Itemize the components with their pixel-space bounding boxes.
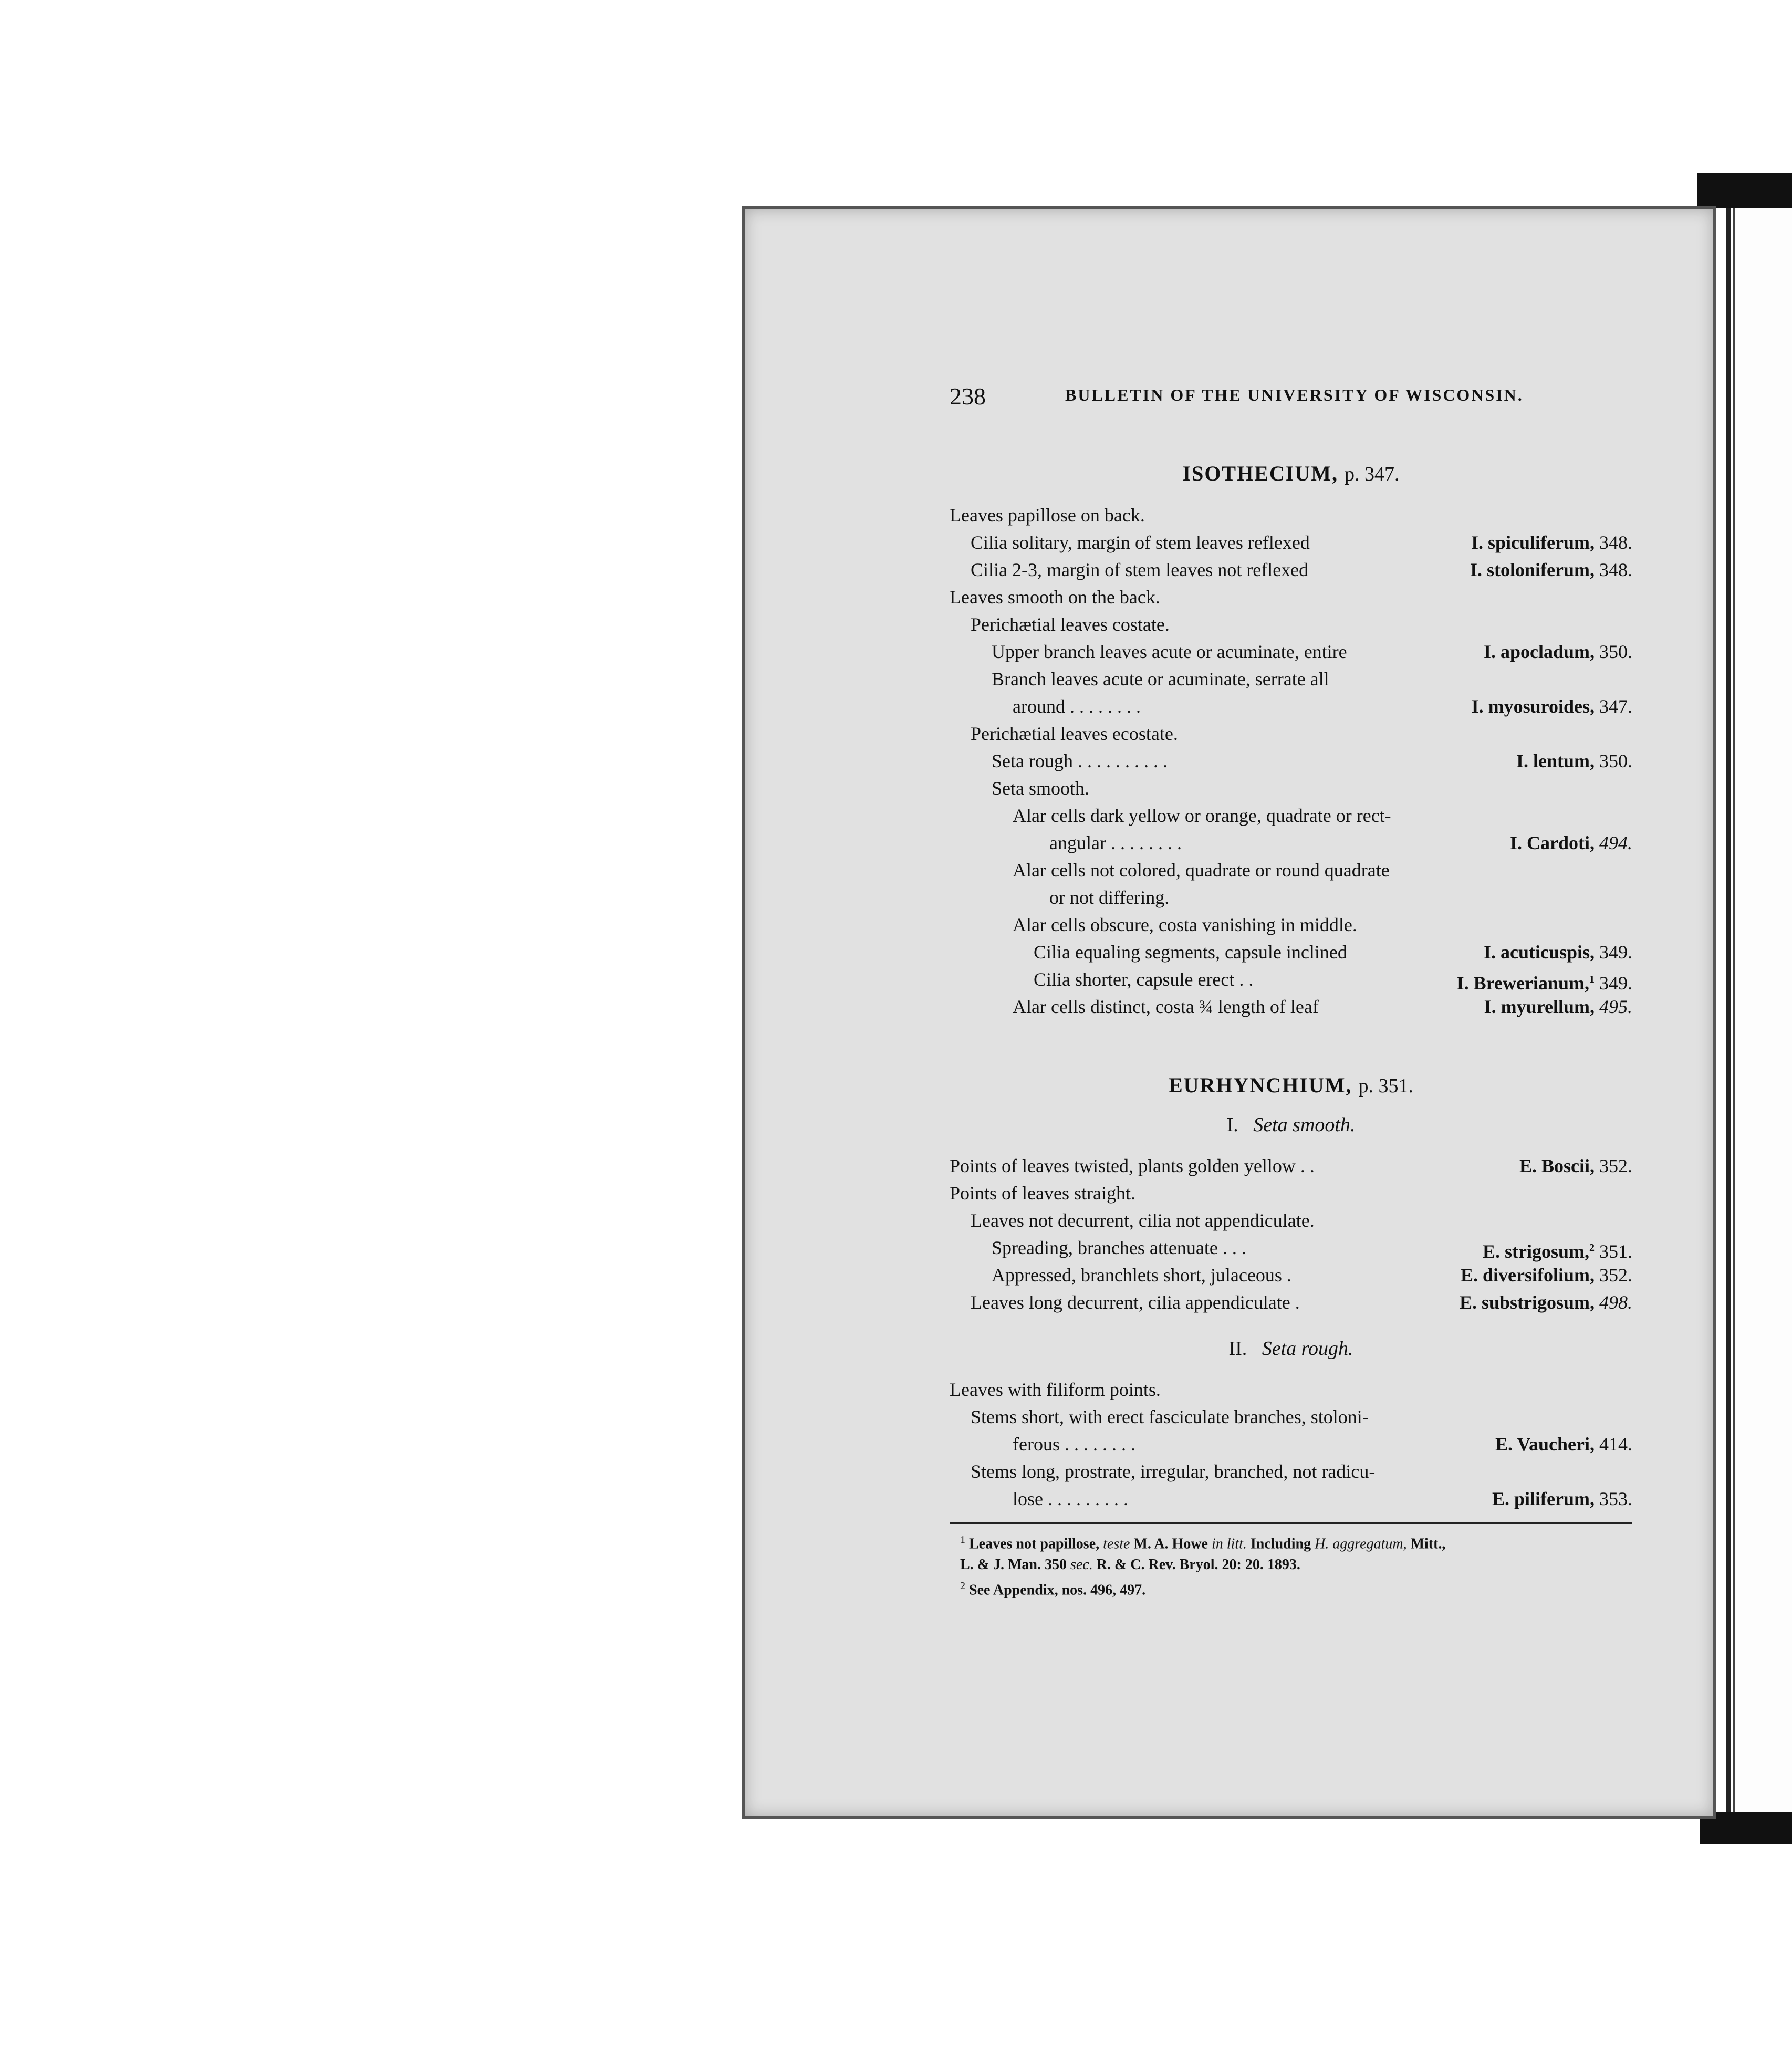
section-title-eurhynchium: [950, 1073, 1632, 1098]
page-reference: 347.: [1599, 696, 1632, 717]
footnote-marker: 1: [960, 1534, 965, 1546]
key-row: [950, 1179, 1632, 1207]
isothecium-key: [950, 502, 1632, 1020]
footnote-text: teste: [1103, 1536, 1130, 1552]
key-row: [950, 665, 1632, 693]
key-row: [950, 583, 1632, 611]
key-row-text: Cilia equaling segments, capsule inclined: [1034, 942, 1347, 963]
page-reference: 349.: [1599, 973, 1632, 994]
species-label: I. spiculiferum,: [1471, 532, 1595, 553]
key-row: [950, 1207, 1632, 1234]
page-reference: 352.: [1599, 1265, 1632, 1286]
key-row: [950, 638, 1632, 665]
section-page-ref: p. 347.: [1345, 463, 1400, 485]
footnote-marker: 2: [960, 1580, 965, 1592]
species-label: I. myosuroides,: [1471, 696, 1595, 717]
species-label: E. Boscii,: [1519, 1155, 1595, 1176]
page-reference: 352.: [1599, 1155, 1632, 1176]
key-row-text: Seta rough . . . . . . . . . .: [992, 750, 1168, 771]
footnote-text: Mitt.,: [1410, 1536, 1446, 1552]
footnote-1: [960, 1529, 1632, 1575]
species-label: I. lentum,: [1516, 750, 1595, 771]
key-row: [950, 502, 1632, 529]
species-name: [1516, 747, 1632, 775]
species-name: [1472, 693, 1632, 720]
key-row: [950, 966, 1632, 993]
species-name: [1470, 556, 1632, 583]
footnote-text: sec.: [1070, 1557, 1093, 1573]
key-row-text: Leaves smooth on the back.: [950, 587, 1160, 608]
footnote-text: Including: [1250, 1536, 1311, 1552]
key-row: [950, 993, 1632, 1020]
species-label: E. strigosum,: [1482, 1241, 1589, 1262]
key-row-text: Perichætial leaves costate.: [971, 614, 1170, 635]
footnote-text: Leaves not papillose,: [969, 1536, 1100, 1552]
key-row: [950, 1485, 1632, 1512]
subheading-label: Seta rough.: [1262, 1338, 1353, 1360]
key-row: [950, 611, 1632, 638]
species-label: E. substrigosum,: [1459, 1292, 1595, 1313]
key-row: [950, 1152, 1632, 1179]
species-label: I. Brewerianum,: [1456, 973, 1589, 994]
page-reference: 414.: [1599, 1434, 1632, 1455]
key-row: [950, 556, 1632, 583]
key-row-text: angular . . . . . . . .: [1049, 832, 1182, 853]
footnotes: [950, 1522, 1632, 1601]
key-row: [950, 829, 1632, 857]
species-label: E. piliferum,: [1492, 1488, 1595, 1509]
page-edge-line: [1726, 208, 1731, 1813]
section-title-text: ISOTHECIUM,: [1182, 462, 1338, 485]
key-row-text: Points of leaves twisted, plants golden yellow . .: [950, 1155, 1315, 1176]
page-reference: 353.: [1599, 1488, 1632, 1509]
key-row: [950, 911, 1632, 938]
key-row-text: Appressed, branchlets short, julaceous .: [992, 1265, 1291, 1286]
running-head: [950, 382, 1632, 414]
species-name: [1471, 529, 1632, 556]
key-row-text: Spreading, branches attenuate . . .: [992, 1237, 1246, 1258]
species-label: I. stoloniferum,: [1470, 559, 1595, 580]
key-row-text: lose . . . . . . . . .: [1013, 1488, 1128, 1509]
species-name: [1495, 1431, 1632, 1458]
next-page-edge: [1733, 208, 1792, 1815]
key-row-text: Perichætial leaves ecostate.: [971, 723, 1178, 744]
key-row-text: Stems long, prostrate, irregular, branched, not radicu-: [971, 1461, 1376, 1482]
footnote-2: [960, 1575, 1632, 1601]
page-number: 238: [950, 383, 986, 410]
key-row: [950, 857, 1632, 884]
key-row: [950, 1431, 1632, 1458]
key-row: [950, 529, 1632, 556]
species-label: E. Vaucheri,: [1495, 1434, 1595, 1455]
page-reference: 350.: [1599, 750, 1632, 771]
eurhynchium-key-rough: [950, 1376, 1632, 1512]
page-reference: 348.: [1599, 559, 1632, 580]
species-name: [1483, 1234, 1632, 1265]
footnote-ref: 1: [1589, 974, 1595, 985]
page-reference: 498.: [1599, 1292, 1632, 1313]
key-row-text: Alar cells dark yellow or orange, quadrate or rect-: [1013, 805, 1391, 826]
key-row-text: Alar cells obscure, costa vanishing in middle.: [1013, 914, 1357, 935]
key-row: [950, 1403, 1632, 1431]
key-row-text: Alar cells distinct, costa ¾ length of leaf: [1013, 996, 1319, 1017]
species-name: [1484, 638, 1632, 665]
subheading-seta-rough: [950, 1337, 1632, 1360]
key-row: [950, 1376, 1632, 1403]
key-row-text: or not differing.: [1049, 887, 1170, 908]
footnote-ref: 2: [1589, 1242, 1595, 1254]
key-row: [950, 938, 1632, 966]
page-reference: 349.: [1599, 942, 1632, 963]
page-reference: 351.: [1599, 1241, 1632, 1262]
subheading-seta-smooth: [950, 1113, 1632, 1136]
species-name: [1519, 1152, 1632, 1179]
page-reference: 495.: [1599, 996, 1632, 1017]
key-row: [950, 884, 1632, 911]
section-page-ref: p. 351.: [1358, 1075, 1414, 1097]
key-row-text: Stems short, with erect fasciculate branches, stoloni-: [971, 1406, 1369, 1427]
species-name: [1510, 829, 1632, 857]
species-name: [1492, 1485, 1632, 1512]
key-row: [950, 747, 1632, 775]
species-name: [1457, 966, 1632, 997]
section-title-isothecium: [950, 461, 1632, 486]
species-name: [1484, 993, 1632, 1020]
key-row-text: Leaves papillose on back.: [950, 505, 1145, 526]
page-reference: 350.: [1599, 641, 1632, 662]
key-row: [950, 693, 1632, 720]
footnote-text: M. A. Howe: [1133, 1536, 1208, 1552]
key-row-text: Cilia solitary, margin of stem leaves reflexed: [971, 532, 1310, 553]
footnote-text: R. & C. Rev. Bryol. 20: 20. 1893.: [1096, 1557, 1300, 1573]
key-row-text: around . . . . . . . .: [1013, 696, 1141, 717]
document-page: [742, 206, 1716, 1819]
footnote-text: L. & J. Man. 350: [960, 1557, 1067, 1573]
eurhynchium-key-smooth: [950, 1152, 1632, 1316]
key-row: [950, 1289, 1632, 1316]
key-row-text: Cilia 2-3, margin of stem leaves not reflexed: [971, 559, 1309, 580]
key-row: [950, 1458, 1632, 1485]
species-label: I. acuticuspis,: [1483, 942, 1595, 963]
key-row: [950, 802, 1632, 829]
key-row-text: ferous . . . . . . . .: [1013, 1434, 1135, 1455]
subheading-numeral: I.: [1226, 1114, 1238, 1136]
footnote-text: H. aggregatum,: [1315, 1536, 1407, 1552]
key-row: [950, 1261, 1632, 1289]
species-label: I. Cardoti,: [1510, 832, 1595, 853]
species-name: [1461, 1261, 1632, 1289]
species-name: [1484, 938, 1632, 966]
page-reference: 494.: [1599, 832, 1632, 853]
key-row-text: Leaves long decurrent, cilia appendiculate .: [971, 1292, 1300, 1313]
footnote-text: See Appendix, nos. 496, 497.: [969, 1582, 1146, 1599]
key-row-text: Points of leaves straight.: [950, 1183, 1135, 1204]
key-row-text: Upper branch leaves acute or acuminate, entire: [992, 641, 1347, 662]
scan-edge-mark-top: [1697, 173, 1792, 208]
key-row-text: Cilia shorter, capsule erect . .: [1034, 969, 1254, 990]
key-row-text: Leaves with filiform points.: [950, 1379, 1161, 1400]
page-content: [950, 382, 1632, 1601]
key-row: [950, 720, 1632, 747]
key-row: [950, 775, 1632, 802]
key-row-text: Branch leaves acute or acuminate, serrate all: [992, 669, 1329, 690]
species-label: I. myurellum,: [1484, 996, 1595, 1017]
section-title-text: EURHYNCHIUM,: [1168, 1073, 1352, 1097]
species-name: [1460, 1289, 1632, 1316]
species-label: E. diversifolium,: [1460, 1265, 1595, 1286]
key-row-text: Seta smooth.: [992, 778, 1089, 799]
running-title: BULLETIN OF THE UNIVERSITY OF WISCONSIN.: [1065, 385, 1524, 404]
key-row-text: Alar cells not colored, quadrate or round quadrate: [1013, 860, 1390, 881]
subheading-numeral: II.: [1228, 1338, 1247, 1360]
key-row: [950, 1234, 1632, 1261]
page-reference: 348.: [1599, 532, 1632, 553]
species-label: I. apocladum,: [1483, 641, 1595, 662]
subheading-label: Seta smooth.: [1253, 1114, 1356, 1136]
key-row-text: Leaves not decurrent, cilia not appendiculate.: [971, 1210, 1315, 1231]
footnote-text: in litt.: [1211, 1536, 1247, 1552]
